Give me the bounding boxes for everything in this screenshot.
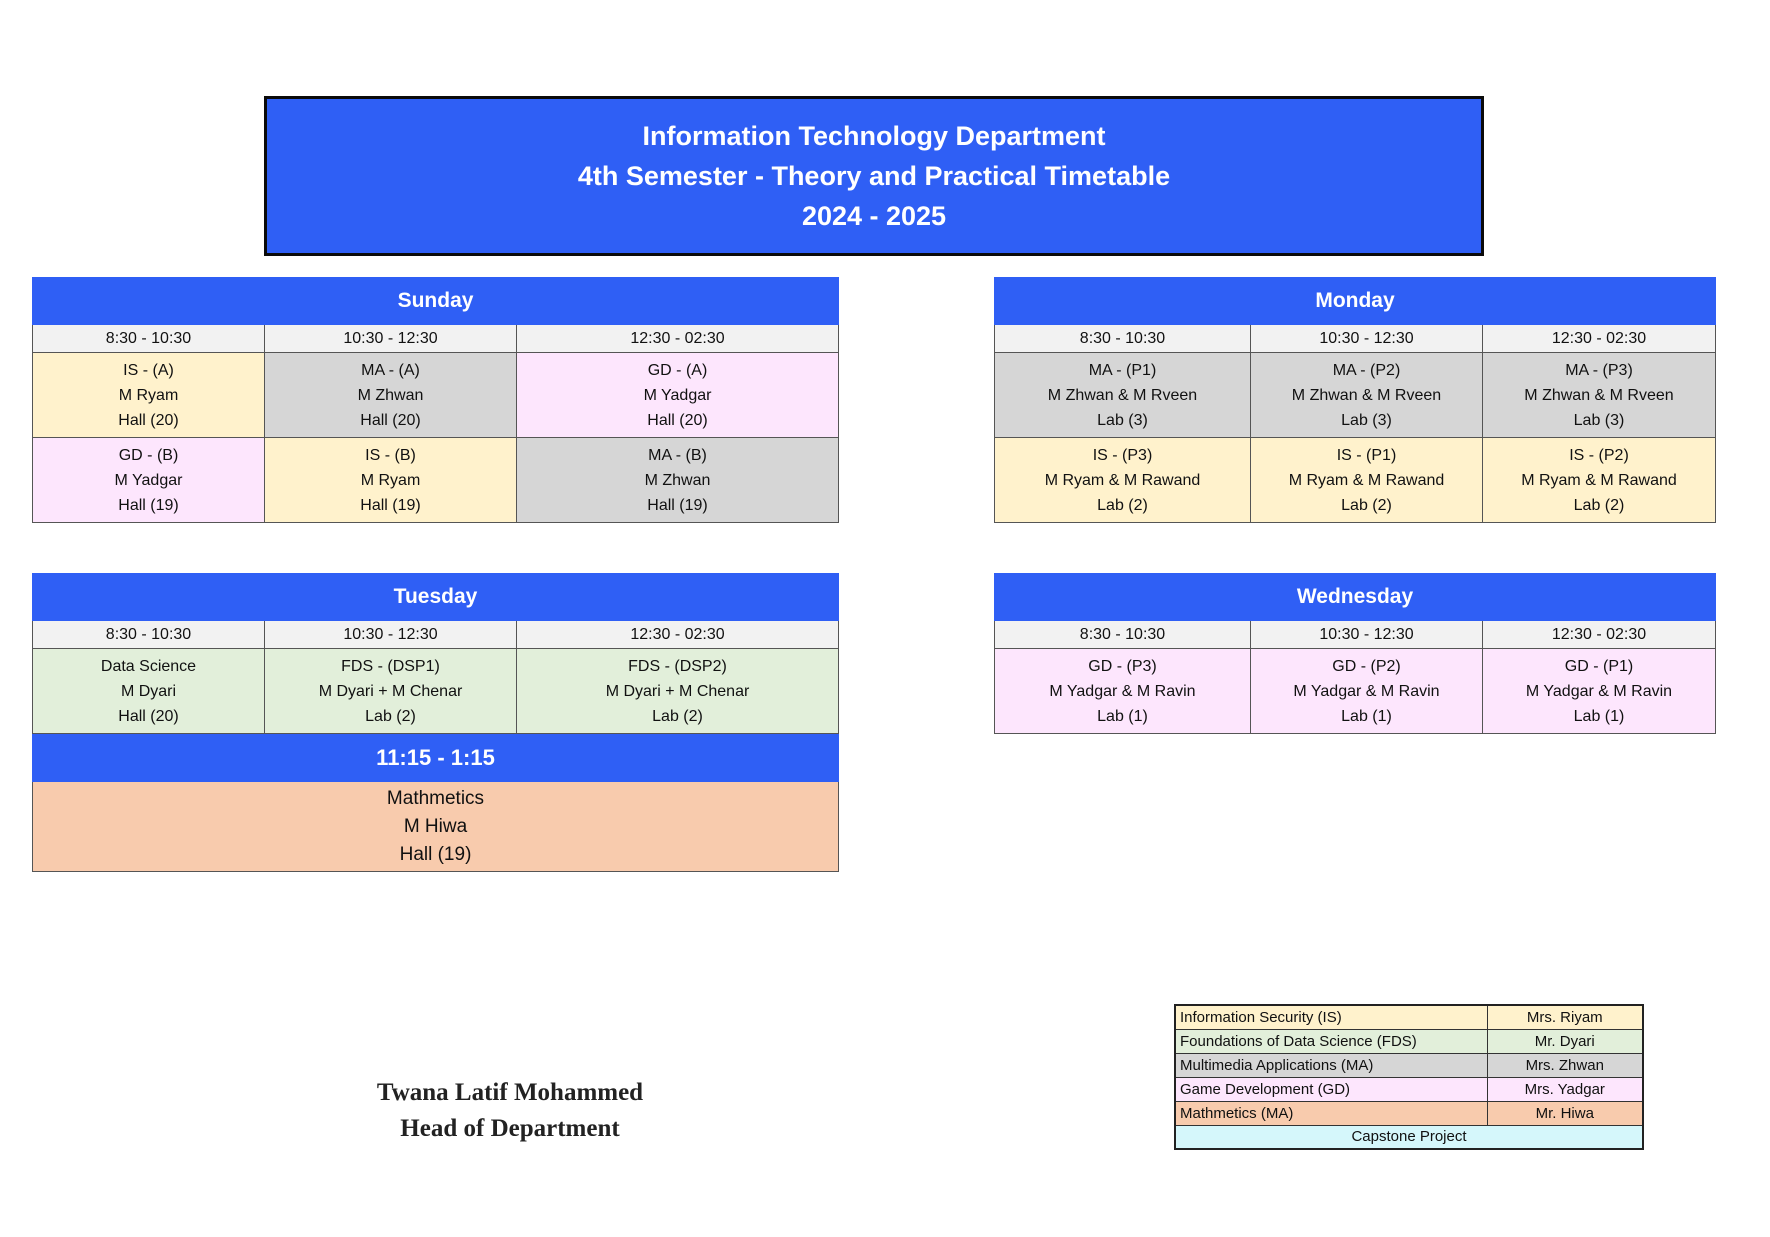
room-name: Hall (20) <box>118 411 179 429</box>
legend-subject: Mathmetics (MA) <box>1175 1101 1487 1125</box>
room-name: Hall (20) <box>647 411 708 429</box>
tuesday-table <box>32 573 839 872</box>
room-name: Lab (1) <box>1097 707 1148 725</box>
academic-year: 2024 - 2025 <box>801 201 947 231</box>
signatory-title: Head of Department <box>400 1115 620 1142</box>
class-cell <box>1251 649 1483 734</box>
legend-teacher: Mrs. Zhwan <box>1487 1053 1643 1077</box>
legend-row <box>1175 1125 1643 1149</box>
class-cell <box>517 438 839 523</box>
legend-teacher: Mr. Dyari <box>1487 1029 1643 1053</box>
teacher-name: M Yadgar & M Ravin <box>1293 682 1440 700</box>
teacher-name: M Yadgar & M Ravin <box>1049 682 1196 700</box>
teacher-name: M Zhwan & M Rveen <box>1524 386 1674 404</box>
room-name: Lab (2) <box>365 707 416 725</box>
teacher-name: M Yadgar <box>643 386 712 404</box>
department-title: Information Technology Department <box>642 121 1106 151</box>
teacher-name: M Yadgar <box>114 471 183 489</box>
room-name: Lab (2) <box>652 707 703 725</box>
course-code: GD - (P2) <box>1332 657 1401 675</box>
room-name: Hall (20) <box>118 707 179 725</box>
course-code: IS - (A) <box>123 361 174 379</box>
teacher-name: M Dyari + M Chenar <box>605 682 750 700</box>
time-slot: 12:30 - 02:30 <box>1483 325 1716 353</box>
room-name: Lab (3) <box>1341 411 1392 429</box>
legend-row <box>1175 1029 1643 1053</box>
extra-time-header: 11:15 - 1:15 <box>33 734 839 782</box>
teacher-name: M Dyari + M Chenar <box>318 682 463 700</box>
legend-subject: Foundations of Data Science (FDS) <box>1175 1029 1487 1053</box>
legend-teacher: Mr. Hiwa <box>1487 1101 1643 1125</box>
day-header-wednesday: Wednesday <box>995 574 1716 621</box>
course-code: GD - (B) <box>118 446 179 464</box>
course-code: MA - (P3) <box>1565 361 1633 379</box>
signature-block <box>330 1075 690 1147</box>
legend-row <box>1175 1053 1643 1077</box>
teacher-name: M Ryam & M Rawand <box>1044 471 1201 489</box>
class-cell <box>1483 649 1716 734</box>
class-cell <box>1251 438 1483 523</box>
teacher-name: M Yadgar & M Ravin <box>1525 682 1673 700</box>
room-name: Lab (1) <box>1341 707 1392 725</box>
legend-subject: Information Security (IS) <box>1175 1005 1487 1029</box>
course-code: MA - (A) <box>361 361 420 379</box>
course-code: Mathmetics <box>386 787 485 809</box>
time-slot: 8:30 - 10:30 <box>33 621 265 649</box>
course-code: Data Science <box>100 657 197 675</box>
teacher-name: M Zhwan & M Rveen <box>1047 386 1198 404</box>
room-name: Lab (3) <box>1097 411 1148 429</box>
legend-teacher: Mrs. Riyam <box>1487 1005 1643 1029</box>
day-header-tuesday: Tuesday <box>33 574 839 621</box>
time-slot: 8:30 - 10:30 <box>995 621 1251 649</box>
course-code: GD - (P3) <box>1088 657 1157 675</box>
room-name: Lab (2) <box>1341 496 1392 514</box>
semester-title: 4th Semester - Theory and Practical Timetable <box>577 161 1171 191</box>
teacher-name: M Ryam & M Rawand <box>1288 471 1445 489</box>
room-name: Hall (19) <box>360 496 421 514</box>
signatory-name: Twana Latif Mohammed <box>376 1079 644 1106</box>
time-slot: 10:30 - 12:30 <box>1251 325 1483 353</box>
course-code: MA - (B) <box>648 446 707 464</box>
class-cell <box>33 649 265 734</box>
course-code: IS - (P2) <box>1569 446 1629 464</box>
class-cell <box>995 353 1251 438</box>
course-code: GD - (P1) <box>1564 657 1634 675</box>
wednesday-table <box>994 573 1716 734</box>
room-name: Hall (20) <box>360 411 421 429</box>
room-name: Hall (19) <box>399 843 472 865</box>
teacher-name: M Dyari <box>120 682 177 700</box>
legend-subject: Game Development (GD) <box>1175 1077 1487 1101</box>
time-slot: 8:30 - 10:30 <box>995 325 1251 353</box>
time-slot: 10:30 - 12:30 <box>265 621 517 649</box>
day-header-sunday: Sunday <box>33 278 839 325</box>
class-cell <box>265 353 517 438</box>
class-cell <box>517 353 839 438</box>
class-cell <box>1483 438 1716 523</box>
room-name: Lab (1) <box>1573 707 1625 725</box>
room-name: Hall (19) <box>647 496 708 514</box>
time-slot: 12:30 - 02:30 <box>517 621 839 649</box>
course-code: IS - (P3) <box>1092 446 1153 464</box>
teacher-name: M Zhwan <box>357 386 424 404</box>
legend-subject: Multimedia Applications (MA) <box>1175 1053 1487 1077</box>
room-name: Hall (19) <box>118 496 179 514</box>
room-name: Lab (3) <box>1573 411 1625 429</box>
class-cell <box>33 438 265 523</box>
time-slot: 12:30 - 02:30 <box>1483 621 1716 649</box>
course-code: GD - (A) <box>647 361 708 379</box>
class-cell <box>1251 353 1483 438</box>
legend-subject: Capstone Project <box>1175 1125 1643 1149</box>
class-cell <box>265 438 517 523</box>
legend-row <box>1175 1101 1643 1125</box>
course-code: MA - (P1) <box>1088 361 1157 379</box>
legend-teacher: Mrs. Yadgar <box>1487 1077 1643 1101</box>
teacher-name: M Zhwan & M Rveen <box>1291 386 1442 404</box>
course-code: MA - (P2) <box>1332 361 1401 379</box>
teacher-name: M Ryam & M Rawand <box>1521 471 1677 489</box>
teacher-name: M Ryam <box>118 386 179 404</box>
class-cell <box>995 438 1251 523</box>
class-cell <box>33 353 265 438</box>
time-slot: 12:30 - 02:30 <box>517 325 839 353</box>
monday-table <box>994 277 1716 523</box>
legend-row <box>1175 1005 1643 1029</box>
day-header-monday: Monday <box>995 278 1716 325</box>
class-cell <box>1483 353 1716 438</box>
legend-row <box>1175 1077 1643 1101</box>
class-cell <box>995 649 1251 734</box>
class-cell <box>517 649 839 734</box>
teacher-name: M Ryam <box>360 471 421 489</box>
teacher-name: M Hiwa <box>403 815 468 837</box>
timetable-title-box <box>264 96 1484 256</box>
course-code: FDS - (DSP1) <box>341 657 440 675</box>
time-slot: 10:30 - 12:30 <box>265 325 517 353</box>
subject-legend <box>1174 1004 1644 1150</box>
teacher-name: M Zhwan <box>644 471 711 489</box>
room-name: Lab (2) <box>1097 496 1148 514</box>
course-code: IS - (P1) <box>1336 446 1397 464</box>
course-code: FDS - (DSP2) <box>628 657 727 675</box>
time-slot: 10:30 - 12:30 <box>1251 621 1483 649</box>
course-code: IS - (B) <box>365 446 416 464</box>
sunday-table <box>32 277 839 523</box>
class-cell <box>265 649 517 734</box>
math-class-cell <box>33 782 839 872</box>
room-name: Lab (2) <box>1573 496 1625 514</box>
time-slot: 8:30 - 10:30 <box>33 325 265 353</box>
